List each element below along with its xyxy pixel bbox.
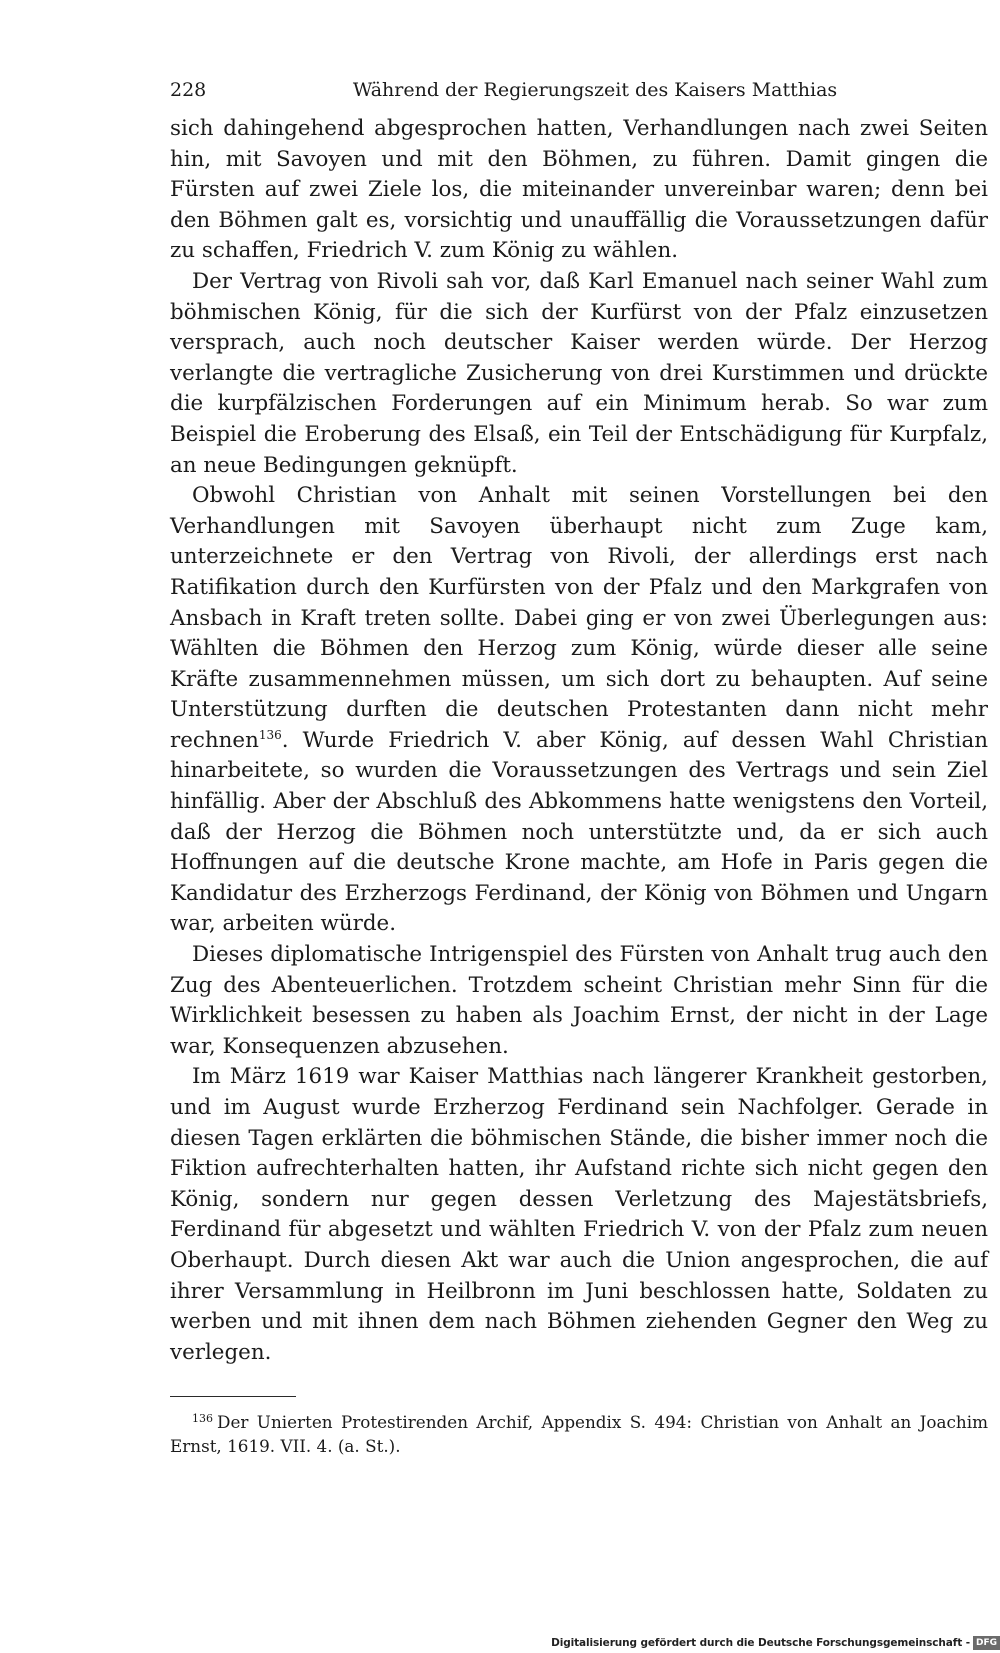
paragraph-3-text: Obwohl Christian von Anhalt mit seinen Vorstellungen bei den Verhandlungen mit Savoyen überhaupt nicht zum Zuge kam, unterzeichnete er den Vertrag von Rivoli, der allerdings erst nach Ratifikation durch den Kurfürsten von der Pfalz und den Markgrafen von Ansbach in Kraft treten sollte. Dabei ging er von zwei Überlegungen aus: Wählten die Böhmen den Herzog zum König, würde dieser alle seine Kräfte zusammennehmen müssen, um sich dort zu behaupten. Auf seine Unterstützung durften die deutschen Protestanten dann nicht mehr rechnen [170, 483, 988, 753]
footnote-divider [170, 1396, 296, 1397]
running-head [170, 78, 988, 102]
paragraph-3-continuation: . Wurde Friedrich V. aber König, auf dessen Wahl Christian hinarbeitete, so wurden die Voraussetzungen des Vertrags und sein Ziel hinfällig. Aber der Abschluß des Abkommens hatte wenigstens den Vorteil, daß der Herzog die Böhmen noch unterstützte und, da er sich auch Hoffnungen auf die deutsche Krone machte, am Hofe in Paris gegen die Kandidatur des Erzherzogs Ferdinand, der König von Böhmen und Ungarn war, arbeiten würde. [170, 727, 988, 937]
book-page [170, 78, 988, 1458]
footnote-text: Der Unierten Protestirenden Archif, Appendix S. 494: Christian von Anhalt an Joachim Ernst, 1619. VII. 4. (a. St.). [170, 1412, 988, 1457]
footnote [170, 1410, 988, 1458]
page-number: 228 [170, 79, 207, 101]
dfg-logo: DFG [973, 1636, 1000, 1650]
body-text [170, 114, 988, 1368]
digitization-credit [551, 1636, 1000, 1650]
paragraph-1: sich dahingehend abgesprochen hatten, Verhandlungen nach zwei Seiten hin, mit Savoyen und mit den Böhmen, zu führen. Damit gingen die Fürsten auf zwei Ziele los, die miteinander unvereinbar waren; denn bei den Böhmen galt es, vorsichtig und unauffällig die Voraussetzungen dafür zu schaffen, Friedrich V. zum König zu wählen. [170, 116, 988, 264]
paragraph-5: Im März 1619 war Kaiser Matthias nach längerer Krankheit gestorben, und im August wurde Erzherzog Ferdinand sein Nachfolger. Gerade in diesen Tagen erklärten die böhmischen Stände, die bisher immer noch die Fiktion aufrechterhalten hatten, ihr Aufstand richte sich nicht gegen den König, sondern nur gegen dessen Verletzung des Majestätsbriefs, Ferdinand für abgesetzt und wählten Friedrich V. von der Pfalz zum neuen Oberhaupt. Durch diesen Akt war auch die Union angesprochen, die auf ihrer Versammlung in Heilbronn im Juni beschlossen hatte, Soldaten zu werben und mit ihnen dem nach Böhmen ziehenden Gegner den Weg zu verlegen. [170, 1064, 988, 1365]
footnote-reference: 136 [258, 727, 282, 742]
digitization-note: Digitalisierung gefördert durch die Deutsche Forschungsgemeinschaft - [551, 1637, 970, 1649]
paragraph-4: Dieses diplomatische Intrigenspiel des Fürsten von Anhalt trug auch den Zug des Abenteuerlichen. Trotzdem scheint Christian mehr Sinn für die Wirklichkeit besessen zu haben als Joachim Ernst, der nicht in der Lage war, Konsequenzen abzusehen. [170, 942, 988, 1059]
paragraph-2: Der Vertrag von Rivoli sah vor, daß Karl Emanuel nach seiner Wahl zum böhmischen König, für die sich der Kurfürst von der Pfalz einzusetzen versprach, auch noch deutscher Kaiser werden würde. Der Herzog verlangte die vertragliche Zusicherung von drei Kurstimmen und drückte die kurpfälzischen Forderungen auf ein Minimum herab. So war zum Beispiel die Eroberung des Elsaß, ein Teil der Entschädigung für Kurpfalz, an neue Bedingungen geknüpft. [170, 268, 988, 478]
running-title: Während der Regierungszeit des Kaisers Matthias [352, 79, 838, 101]
paragraph-3 [170, 481, 988, 940]
footnote-number: 136 [192, 1411, 213, 1425]
